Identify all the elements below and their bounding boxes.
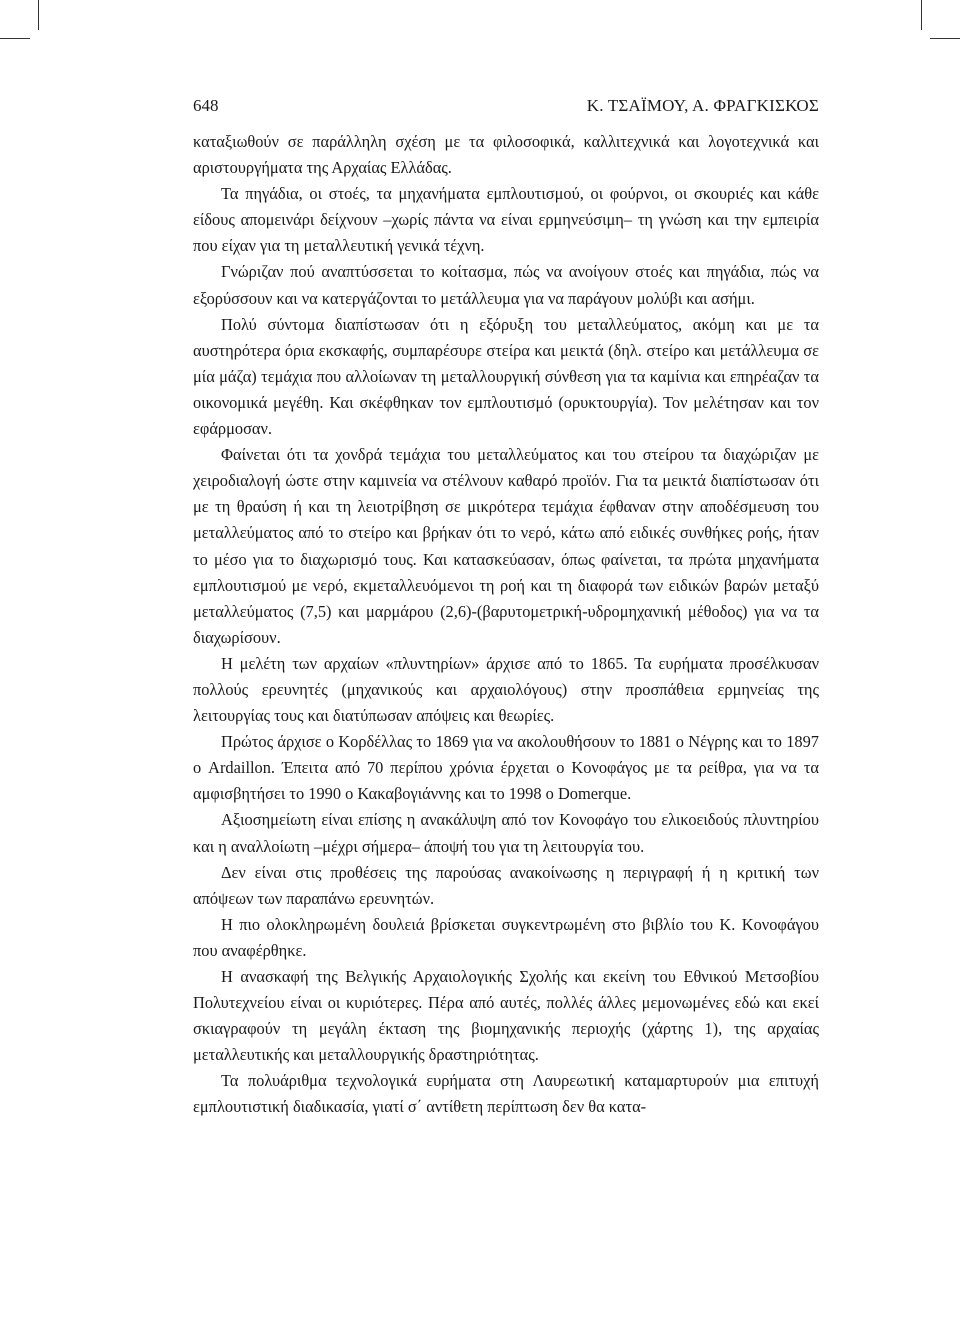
paragraph: Η μελέτη των αρχαίων «πλυντηρίων» άρχισε από το 1865. Τα ευρήματα προσέλκυσαν πολλούς ερευνητές (μηχανικούς και αρχαιολόγους) στην προσπάθεια ερμηνείας της λειτουργίας τους και διατύπωσαν απόψεις και θεωρίες. [193,653,819,726]
crop-mark-top-left-horizontal [0,38,30,39]
paragraph: Τα πηγάδια, οι στοές, τα μηχανήματα εμπλουτισμού, οι φούρνοι, οι σκουριές και κάθε είδους απομεινάρι δείχνουν –χωρίς πάντα να είναι ερμηνεύσιμη– τη γνώση και την εμπειρία που είχαν για τη μεταλλευτική γενικά τέχνη. [193,184,819,256]
body-text [193,129,819,1121]
paragraph: Η ανασκαφή της Βελγικής Αρχαιολογικής Σχολής και εκείνη του Εθνικού Μετσοβίου Πολυτεχνείου είναι οι κυριότερες. Πέρα από αυτές, πολλές άλλες μεμονωμένες εδώ και εκεί σκιαγραφούν τη μεγάλη έκταση της βιομηχανικής περιοχής (χάρτης 1), της αρχαίας μεταλλευτικής και μεταλλουργικής δραστηριότητας. [193,967,819,1065]
running-head: Κ. ΤΣΑΪΜΟΥ, Α. ΦΡΑΓΚΙΣΚΟΣ [586,96,819,115]
paragraph: Δεν είναι στις προθέσεις της παρούσας ανακοίνωσης η περιγραφή ή η κριτική των απόψεων των παραπάνω ερευνητών. [193,862,819,908]
paragraph: Πολύ σύντομα διαπίστωσαν ότι η εξόρυξη του μεταλλεύματος, ακόμη και με τα αυστηρότερα όρια εκσκαφής, συμπαρέσυρε στείρα και μεικτά (δηλ. στείρο και μετάλλευμα σε μία μάζα) τεμάχια που αλλοίωναν τη μεταλλουργική σύνθεση για τα καμίνια και επηρέαζαν τα οικονομικά μεγέθη. Και σκέφθηκαν τον εμπλουτισμό (ορυκτουργία). Τον μελέτησαν και τον εφάρμοσαν. [193,314,819,439]
page-header [193,94,819,118]
paragraph: Αξιοσημείωτη είναι επίσης η ανακάλυψη από τον Κονοφάγο του ελικοειδούς πλυντηρίου και η αναλλοίωτη –μέχρι σήμερα– άποψή του για τη λειτουργία του. [193,810,819,856]
paragraph: Πρώτος άρχισε ο Κορδέλλας το 1869 για να ακολουθήσουν το 1881 ο Νέγρης και το 1897 ο Ardaillon. Έπειτα από 70 περίπου χρόνια έρχεται ο Κονοφάγος με τα ρείθρα, για να τα αμφισβητήσει το 1990 ο Κακαβογιάννης και το 1998 ο Domerque. [193,732,819,804]
paragraph-continued: καταξιωθούν σε παράλληλη σχέση με τα φιλοσοφικά, καλλιτεχνικά και λογοτεχνικά και αριστουργήματα της Αρχαίας Ελλάδας. [193,132,819,178]
crop-mark-top-left-vertical [38,0,39,30]
page-number: 648 [193,96,219,115]
crop-mark-top-right-horizontal [930,38,960,39]
crop-mark-top-right-vertical [921,0,922,30]
paragraph: Τα πολυάριθμα τεχνολογικά ευρήματα στη Λαυρεωτική καταμαρτυρούν μια επιτυχή εμπλουτιστική διαδικασία, γιατί σ΄ αντίθετη περίπτωση δεν θα κατα- [193,1071,819,1117]
paragraph: Γνώριζαν πού αναπτύσσεται το κοίτασμα, πώς να ανοίγουν στοές και πηγάδια, πώς να εξορύσσουν και να κατεργάζονται το μετάλλευμα για να παράγουν μολύβι και ασήμι. [193,262,819,308]
paragraph: Η πιο ολοκληρωμένη δουλειά βρίσκεται συγκεντρωμένη στο βιβλίο του Κ. Κονοφάγου που αναφέρθηκε. [193,914,819,960]
paragraph: Φαίνεται ότι τα χονδρά τεμάχια του μεταλλεύματος και του στείρου τα διαχώριζαν με χειροδιαλογή ώστε στην καμινεία να στέλνουν καθαρό προϊόν. Για τα μεικτά διαπίστωσαν ότι με τη θραύση ή και τη λειοτρίβηση σε μικρότερα τεμάχια έφθαναν στην αποδέσμευση του μεταλλεύματος από το στείρο και βρήκαν ότι το νερό, κάτω από ειδικές συνθήκες ροής, ήταν το μέσο για το διαχωρισμό τους. Και κατασκεύασαν, όπως φαίνεται, τα πρώτα μηχανήματα εμπλουτισμού με νερό, εκμεταλλευόμενοι τη ροή και τη διαφορά των ειδικών βαρών μεταξύ μεταλλεύματος (7,5) και μαρμάρου (2,6)-(βαρυτομετρική-υδρομηχανική μέθοδος) για να τα διαχωρίσουν. [193,445,819,647]
